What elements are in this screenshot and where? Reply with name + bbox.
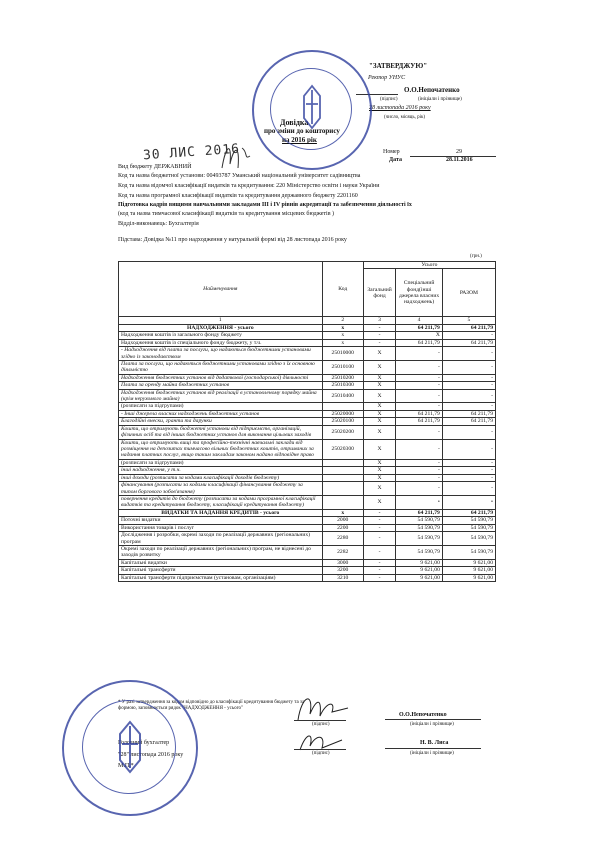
row-special-fund: 54 590,79 — [396, 532, 443, 546]
table-row — [119, 403, 496, 410]
table-row — [119, 418, 496, 425]
row-total: - — [442, 389, 495, 403]
footnote-2: формою, заповнюється рядок "НАДХОДЖЕННЯ - усього" — [118, 706, 244, 711]
row-name: Кошти, що отримують бюджетні установи від підприємств, організацій, фізичних осіб та від інших бюджетних установ для виконання цільових заходів — [119, 425, 323, 439]
row-code: 3200 — [322, 567, 363, 574]
row-special-fund: • — [396, 495, 443, 509]
row-total: 54 590,79 — [442, 524, 495, 531]
table-row — [119, 532, 496, 546]
approval-name: О.О.Непочатенко — [404, 86, 460, 94]
row-total: - — [442, 425, 495, 439]
row-general-fund: - — [363, 332, 395, 339]
row-general-fund: - — [363, 559, 395, 566]
row-special-fund: 54 590,79 — [396, 517, 443, 524]
row-general-fund: - — [363, 545, 395, 559]
head-sign-note: (підпис) — [312, 722, 330, 727]
row-special-fund: 54 590,79 — [396, 524, 443, 531]
row-code: 2282 — [322, 545, 363, 559]
row-total: 64 211,79 — [442, 509, 495, 516]
number-value: 29 — [456, 149, 462, 155]
footnote-1: * У разі затвердження за кодом відповідно до класифікації кредитування бюджету та за — [118, 700, 305, 705]
program-name: Підготовка кадрів вищими навчальними закладами III і IV рівнів акредитації та забезпечення діяльності їх — [118, 202, 412, 208]
row-general-fund: - — [363, 574, 395, 581]
row-total: 64 211,79 — [442, 410, 495, 417]
table-row — [119, 374, 496, 381]
row-name: Використання товарів і послуг — [119, 524, 323, 531]
row-special-fund: 9 621,00 — [396, 567, 443, 574]
row-special-fund: - — [396, 474, 443, 481]
row-special-fund: 64 211,79 — [396, 339, 443, 346]
column-numbers-row — [119, 317, 496, 324]
row-general-fund: Х — [363, 495, 395, 509]
row-general-fund: - — [363, 567, 395, 574]
table-row — [119, 474, 496, 481]
row-special-fund: 64 211,79 — [396, 410, 443, 417]
row-special-fund: 9 621,00 — [396, 559, 443, 566]
row-special-fund: - — [396, 425, 443, 439]
row-total: 64 211,79 — [442, 418, 495, 425]
row-total: • — [442, 495, 495, 509]
row-special-fund: 64 211,79 — [396, 418, 443, 425]
table-body — [119, 324, 496, 581]
institution: Код та назва бюджетної установи: 00493787 Уманський національний університет садівництва — [118, 173, 361, 179]
row-total: 9 621,00 — [442, 559, 495, 566]
row-code — [322, 467, 363, 474]
row-total: - — [442, 474, 495, 481]
row-special-fund: - — [396, 382, 443, 389]
row-total: - — [442, 347, 495, 361]
official-seal-bottom — [62, 680, 198, 816]
row-code: 25010100 — [322, 360, 363, 374]
row-special-fund: - — [396, 374, 443, 381]
approval-initials-note: (ініціали і прізвище) — [418, 97, 462, 102]
table-row — [119, 509, 496, 516]
row-general-fund: - — [363, 517, 395, 524]
row-name: Благодійні внески, гранти та дарунки — [119, 418, 323, 425]
row-total: - — [442, 360, 495, 374]
row-total: - — [442, 482, 495, 496]
row-special-fund: 64 211,79 — [396, 324, 443, 331]
row-general-fund: Х — [363, 482, 395, 496]
header-sum: РАЗОМ — [442, 269, 495, 317]
row-code — [322, 482, 363, 496]
number-label: Номер — [383, 149, 400, 155]
row-name: Капітальні видатки — [119, 559, 323, 566]
row-name: (розписати за підгрупами) — [119, 459, 323, 466]
row-general-fund: Х — [363, 403, 395, 410]
row-general-fund: Х — [363, 467, 395, 474]
accountant-name-line — [385, 748, 481, 749]
row-code — [322, 403, 363, 410]
row-total: - — [442, 374, 495, 381]
row-name: ВИДАТКИ ТА НАДАННЯ КРЕДИТІВ - усього — [119, 509, 323, 516]
table-row — [119, 425, 496, 439]
row-general-fund: - — [363, 339, 395, 346]
row-general-fund: - — [363, 324, 395, 331]
table-row — [119, 332, 496, 339]
row-code: 3210 — [322, 574, 363, 581]
table-row — [119, 389, 496, 403]
row-special-fund: 54 590,79 — [396, 545, 443, 559]
head-sign-line — [294, 720, 346, 721]
currency-note: (грн.) — [470, 254, 482, 259]
row-total: - — [442, 332, 495, 339]
approval-position: Ректор УНУС — [368, 75, 406, 81]
row-name: фінансування (розписати за кодами класифікації фінансування бюджету за типом боргового зобов'язання) — [119, 482, 323, 496]
accountant-name-note: (ініціали і прізвище) — [410, 751, 454, 756]
table-row — [119, 459, 496, 466]
row-total: - — [442, 382, 495, 389]
row-name: Надходження бюджетних установ від додаткової (господарської) діяльності — [119, 374, 323, 381]
row-name: НАДХОДЖЕННЯ - усього — [119, 324, 323, 331]
row-code: 25010400 — [322, 389, 363, 403]
row-code: 3000 — [322, 559, 363, 566]
approval-title: "ЗАТВЕРДЖУЮ" — [369, 62, 428, 70]
row-code: 2280 — [322, 532, 363, 546]
row-special-fund: - — [396, 467, 443, 474]
seal-emblem-icon — [254, 52, 370, 168]
header-name: Найменування — [119, 262, 323, 317]
official-seal-top — [252, 50, 372, 170]
row-code: х — [322, 324, 363, 331]
row-name: Капітальні трансферти — [119, 567, 323, 574]
row-code: 2200 — [322, 524, 363, 531]
row-general-fund: - — [363, 509, 395, 516]
program-note: (код та назва тимчасової класифікації видатків та кредитування місцевих бюджетів ) — [118, 211, 335, 217]
row-total: - — [442, 459, 495, 466]
accountant-name: Н. В. Лиса — [420, 740, 449, 746]
doc-subtitle: про зміни до кошторису — [264, 127, 340, 135]
row-special-fund: 64 211,79 — [396, 509, 443, 516]
row-code: 25020200 — [322, 425, 363, 439]
row-name: повернення кредитів до бюджету (розписати за кодами програмної класифікації видатків та кредитування бюджету, класифікації кредитування бюджету) — [119, 495, 323, 509]
row-name: інші надходження, у т.ч. — [119, 467, 323, 474]
row-special-fund: 9 621,00 — [396, 574, 443, 581]
row-total: 64 211,79 — [442, 339, 495, 346]
row-special-fund: Х — [396, 332, 443, 339]
row-code: 25010200 — [322, 374, 363, 381]
doc-title: Довідка — [280, 118, 309, 127]
table-row — [119, 439, 496, 459]
date-label: Дата — [389, 157, 402, 163]
row-name: - Надходження від плати за послуги, що надаються бюджетними установами згідно із законодавством — [119, 347, 323, 361]
row-name: Окремі заходи по реалізації державних (регіональних) програм, не віднесені до заходів розвитку — [119, 545, 323, 559]
doc-year: на 2016 рік — [282, 136, 317, 144]
row-special-fund: - — [396, 459, 443, 466]
head-name-line — [385, 719, 481, 720]
accountant-sign-line — [294, 749, 346, 750]
row-code: х — [322, 332, 363, 339]
row-name: Плата за оренду майна бюджетних установ — [119, 382, 323, 389]
header-general: Загальний фонд — [363, 269, 395, 317]
row-general-fund: Х — [363, 474, 395, 481]
column-number: 2 — [322, 317, 363, 324]
received-date-stamp: 30 ЛИС 2016 — [142, 141, 241, 164]
row-general-fund: - — [363, 532, 395, 546]
basis: Підстава: Довідка №11 про надходження у натуральній формі від 28 листопада 2016 року — [118, 237, 347, 243]
column-number: 1 — [119, 317, 323, 324]
table-row — [119, 574, 496, 581]
row-code: 25010300 — [322, 382, 363, 389]
row-special-fund: - — [396, 389, 443, 403]
row-name: Надходження коштів із загального фонду бюджету — [119, 332, 323, 339]
row-general-fund: Х — [363, 459, 395, 466]
row-general-fund: Х — [363, 389, 395, 403]
row-code: 2000 — [322, 517, 363, 524]
row-general-fund: - — [363, 524, 395, 531]
table-row — [119, 567, 496, 574]
row-total: 64 211,79 — [442, 324, 495, 331]
row-code — [322, 474, 363, 481]
table-row — [119, 545, 496, 559]
row-code: 25020300 — [322, 439, 363, 459]
header-code: Код — [322, 262, 363, 317]
row-special-fund: - — [396, 403, 443, 410]
table-row — [119, 517, 496, 524]
row-total: 54 590,79 — [442, 545, 495, 559]
program-code: Код та назва програмної класифікації видатків та кредитування державного бюджету 2201160 — [118, 193, 358, 199]
table-row — [119, 347, 496, 361]
row-code: 25020100 — [322, 418, 363, 425]
row-general-fund: Х — [363, 347, 395, 361]
row-general-fund: Х — [363, 360, 395, 374]
header-special: Спеціальний фонд(інші джерела власних надходжень) — [396, 269, 443, 317]
row-total: 9 621,00 — [442, 567, 495, 574]
row-special-fund: - — [396, 482, 443, 496]
table-row — [119, 410, 496, 417]
row-special-fund: - — [396, 360, 443, 374]
row-special-fund: - — [396, 439, 443, 459]
head-name-note: (ініціали і прізвище) — [410, 722, 454, 727]
row-special-fund: - — [396, 347, 443, 361]
row-name: Поточні видатки — [119, 517, 323, 524]
row-general-fund: Х — [363, 410, 395, 417]
row-general-fund: Х — [363, 439, 395, 459]
seal-place: М.П.* — [118, 763, 134, 769]
table-row — [119, 360, 496, 374]
header-total: Усього — [363, 262, 495, 269]
row-name: інші доходи (розписати за кодами класифікації доходів бюджету) — [119, 474, 323, 481]
head-name: О.О.Непочатенко — [399, 712, 447, 718]
row-general-fund: Х — [363, 418, 395, 425]
table-row — [119, 382, 496, 389]
signature-date: "28" листопада 2016 року — [118, 752, 184, 758]
executor: Відділ-виконавець: Бухгалтерія — [118, 221, 199, 227]
row-general-fund: Х — [363, 425, 395, 439]
row-total: - — [442, 467, 495, 474]
seal-emblem-icon — [64, 682, 196, 814]
budget-type: Вид бюджету ДЕРЖАВНИЙ — [118, 164, 192, 170]
approval-sign-note: (підпис) — [380, 97, 398, 102]
table-row — [119, 524, 496, 531]
row-code: х — [322, 339, 363, 346]
accountant-sign-note: (підпис) — [312, 751, 330, 756]
row-total: - — [442, 403, 495, 410]
table-row — [119, 324, 496, 331]
row-name: - Інші джерела власних надходжень бюджетних установ — [119, 410, 323, 417]
row-name: Надходження коштів із спеціального фонду бюджету, у т.ч. — [119, 339, 323, 346]
approval-date-note: (число, місяць, рік) — [384, 115, 426, 120]
row-total: 9 621,00 — [442, 574, 495, 581]
row-code: 25020000 — [322, 410, 363, 417]
row-name: Капітальні трансферти підприємствам (установам, організаціям) — [119, 574, 323, 581]
table-row — [119, 339, 496, 346]
row-name: Надходження бюджетних установ від реалізації в установленому порядку майна (крім нерухомого майна) — [119, 389, 323, 403]
column-number: 3 — [363, 317, 395, 324]
row-name: (розписати за підгрупами) — [119, 403, 323, 410]
row-code: 25010000 — [322, 347, 363, 361]
row-name: Плата за послуги, що надаються бюджетними установами згідно з їх основною діяльністю — [119, 360, 323, 374]
changes-table — [118, 261, 496, 582]
row-code — [322, 495, 363, 509]
row-code — [322, 459, 363, 466]
table-row — [119, 559, 496, 566]
row-name: Кошти, що отримують вищі та професійно-технічні навчальні заклади від розміщення на депозитах тимчасово вільних бюджетних коштів, отриманих за надання платних послуг, якщо таким закладам законом надано відповідне право — [119, 439, 323, 459]
row-code: х — [322, 509, 363, 516]
department: Код та назва відомчої класифікації видатків та кредитування: 220 Міністерство освіти і науки України — [118, 183, 380, 189]
row-general-fund: Х — [363, 374, 395, 381]
handwritten-mark-icon — [218, 138, 254, 174]
table-row — [119, 482, 496, 496]
row-total: 54 590,79 — [442, 532, 495, 546]
accountant-title: Головний бухгалтер — [118, 740, 170, 746]
column-number: 5 — [442, 317, 495, 324]
approval-date: 28 листопада 2016 року — [369, 105, 431, 111]
column-number: 4 — [396, 317, 443, 324]
row-name: Дослідження і розробки, окремі заходи по реалізації державних (регіональних) програм — [119, 532, 323, 546]
table-row — [119, 467, 496, 474]
row-general-fund: Х — [363, 382, 395, 389]
table-row — [119, 495, 496, 509]
date-value: 28.11.2016 — [446, 157, 473, 163]
row-total: - — [442, 439, 495, 459]
row-total: 54 590,79 — [442, 517, 495, 524]
